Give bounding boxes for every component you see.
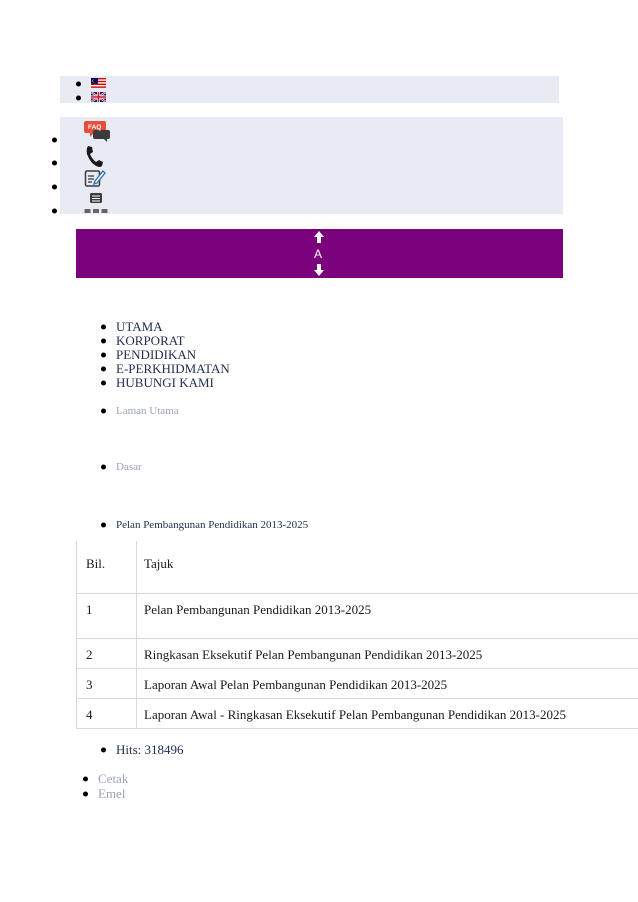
document-link[interactable]: Laporan Awal - Ringkasan Eksekutif Pelan Pembangunan Pendidikan 2013-2025 bbox=[137, 698, 638, 728]
quick-link-phone[interactable] bbox=[84, 145, 104, 167]
print-link[interactable]: Cetak bbox=[98, 771, 129, 786]
row-number: 2 bbox=[77, 638, 137, 668]
document-link[interactable]: Laporan Awal Pelan Pembangunan Pendidikan 2013-2025 bbox=[137, 668, 638, 698]
quick-link-faq[interactable] bbox=[84, 120, 112, 142]
quick-links-bar bbox=[60, 117, 563, 214]
quick-link-sitemap[interactable] bbox=[84, 192, 108, 214]
accessibility-bar bbox=[76, 229, 563, 278]
table-row bbox=[77, 638, 638, 668]
language-bar bbox=[60, 76, 559, 103]
faq-icon-label: FAQ bbox=[88, 124, 102, 131]
list-bullet bbox=[67, 210, 68, 211]
hits-counter: Hits: 318496 bbox=[116, 742, 184, 757]
malaysia-flag-icon[interactable] bbox=[91, 78, 106, 88]
document-link[interactable]: Ringkasan Eksekutif Pelan Pembangunan Pendidikan 2013-2025 bbox=[137, 638, 638, 668]
faq-icon[interactable] bbox=[84, 120, 112, 142]
menu-item-utama[interactable]: UTAMA bbox=[116, 319, 163, 334]
phone-icon[interactable] bbox=[84, 145, 104, 167]
row-number: 4 bbox=[77, 698, 137, 728]
breadcrumb-section[interactable]: Dasar bbox=[116, 461, 142, 473]
quick-link-feedback[interactable] bbox=[84, 168, 106, 189]
document-link[interactable]: Pelan Pembangunan Pendidikan 2013-2025 bbox=[137, 593, 638, 638]
menu-item-korporat[interactable]: KORPORAT bbox=[116, 333, 185, 348]
sitemap-icon[interactable] bbox=[84, 192, 108, 214]
feedback-icon[interactable] bbox=[84, 168, 106, 189]
column-header-no: Bil. bbox=[77, 541, 137, 593]
list-bullet bbox=[67, 139, 68, 140]
decrease-font-icon[interactable] bbox=[313, 264, 325, 276]
menu-item-pendidikan[interactable]: PENDIDIKAN bbox=[116, 347, 197, 362]
table-row bbox=[77, 698, 638, 728]
breadcrumb-home[interactable]: Laman Utama bbox=[116, 405, 179, 417]
row-number: 1 bbox=[77, 593, 137, 638]
list-bullet bbox=[67, 162, 68, 163]
uk-flag-icon[interactable] bbox=[91, 92, 106, 102]
column-header-title: Tajuk bbox=[137, 541, 638, 593]
row-number: 3 bbox=[77, 668, 137, 698]
table-row bbox=[77, 668, 638, 698]
menu-item-hubungi-kami[interactable]: HUBUNGI KAMI bbox=[116, 375, 214, 390]
table-row bbox=[77, 593, 638, 638]
document-table bbox=[76, 541, 638, 729]
menu-item-e-perkhidmatan[interactable]: E-PERKHIDMATAN bbox=[116, 361, 230, 376]
breadcrumb-current: Pelan Pembangunan Pendidikan 2013-2025 bbox=[116, 519, 309, 531]
table-header-row bbox=[77, 541, 638, 593]
reset-font-button[interactable]: A bbox=[314, 247, 323, 261]
email-link[interactable]: Emel bbox=[98, 786, 126, 801]
list-bullet bbox=[67, 186, 68, 187]
increase-font-icon[interactable] bbox=[313, 231, 325, 243]
